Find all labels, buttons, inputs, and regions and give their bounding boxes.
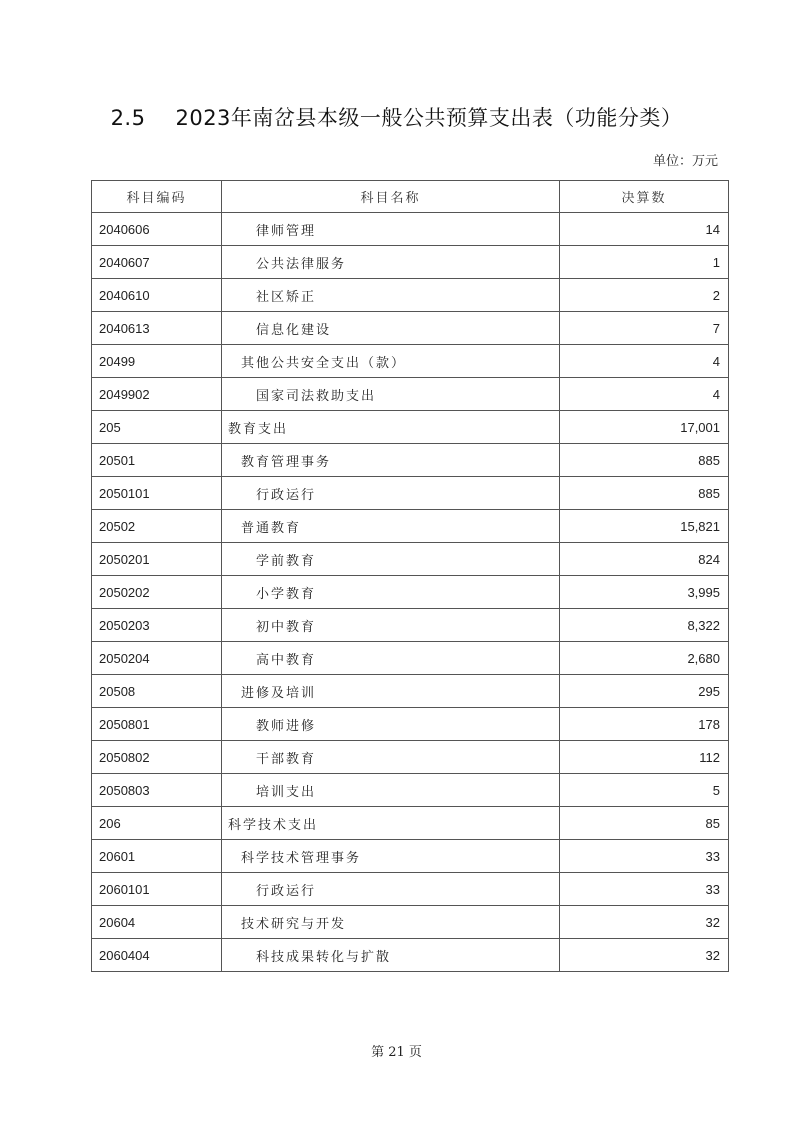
table-row (92, 873, 729, 906)
subject-name-cell: 干部教育 (222, 741, 560, 774)
table-body (92, 213, 729, 972)
final-amount-cell: 3,995 (560, 576, 729, 609)
subject-code-cell: 20499 (92, 345, 222, 378)
subject-name-cell: 科技成果转化与扩散 (222, 939, 560, 972)
subject-name-cell: 初中教育 (222, 609, 560, 642)
title-text: 2023年南岔县本级一般公共预算支出表（功能分类） (175, 106, 683, 130)
subject-name-cell: 普通教育 (222, 510, 560, 543)
table-row (92, 642, 729, 675)
final-amount-cell: 32 (560, 939, 729, 972)
table-row (92, 510, 729, 543)
subject-code-cell: 2050203 (92, 609, 222, 642)
subject-name-cell: 国家司法救助支出 (222, 378, 560, 411)
subject-code-cell: 2050803 (92, 774, 222, 807)
subject-code-cell: 2060404 (92, 939, 222, 972)
table-row (92, 840, 729, 873)
final-amount-cell: 885 (560, 444, 729, 477)
column-header-code: 科目编码 (92, 181, 222, 213)
table-row (92, 708, 729, 741)
table-row (92, 774, 729, 807)
table-row (92, 543, 729, 576)
final-amount-cell: 8,322 (560, 609, 729, 642)
table-row (92, 807, 729, 840)
subject-name-cell: 社区矫正 (222, 279, 560, 312)
page-title (0, 102, 793, 132)
subject-code-cell: 20508 (92, 675, 222, 708)
subject-name-cell: 科学技术管理事务 (222, 840, 560, 873)
subject-code-cell: 20604 (92, 906, 222, 939)
column-header-name: 科目名称 (222, 181, 560, 213)
subject-code-cell: 2050801 (92, 708, 222, 741)
subject-name-cell: 信息化建设 (222, 312, 560, 345)
subject-code-cell: 2040607 (92, 246, 222, 279)
subject-name-cell: 培训支出 (222, 774, 560, 807)
table-row (92, 477, 729, 510)
final-amount-cell: 112 (560, 741, 729, 774)
table-row (92, 939, 729, 972)
final-amount-cell: 85 (560, 807, 729, 840)
subject-name-cell: 教育支出 (222, 411, 560, 444)
subject-name-cell: 科学技术支出 (222, 807, 560, 840)
table-row (92, 312, 729, 345)
subject-name-cell: 小学教育 (222, 576, 560, 609)
page-number: 第 21 页 (371, 1045, 422, 1060)
final-amount-cell: 15,821 (560, 510, 729, 543)
final-amount-cell: 17,001 (560, 411, 729, 444)
final-amount-cell: 4 (560, 378, 729, 411)
table-row (92, 213, 729, 246)
subject-name-cell: 律师管理 (222, 213, 560, 246)
table-row (92, 378, 729, 411)
final-amount-cell: 2,680 (560, 642, 729, 675)
subject-name-cell: 技术研究与开发 (222, 906, 560, 939)
subject-name-cell: 行政运行 (222, 477, 560, 510)
final-amount-cell: 5 (560, 774, 729, 807)
final-amount-cell: 33 (560, 873, 729, 906)
subject-name-cell: 学前教育 (222, 543, 560, 576)
final-amount-cell: 4 (560, 345, 729, 378)
table-row (92, 444, 729, 477)
subject-code-cell: 20601 (92, 840, 222, 873)
subject-name-cell: 教师进修 (222, 708, 560, 741)
subject-name-cell: 教育管理事务 (222, 444, 560, 477)
subject-name-cell: 高中教育 (222, 642, 560, 675)
final-amount-cell: 33 (560, 840, 729, 873)
subject-code-cell: 2049902 (92, 378, 222, 411)
table-row (92, 345, 729, 378)
subject-code-cell: 2050201 (92, 543, 222, 576)
column-header-amount: 决算数 (560, 181, 729, 213)
subject-code-cell: 2040610 (92, 279, 222, 312)
subject-code-cell: 2050204 (92, 642, 222, 675)
table-row (92, 246, 729, 279)
subject-code-cell: 206 (92, 807, 222, 840)
final-amount-cell: 178 (560, 708, 729, 741)
header-row (92, 181, 729, 213)
subject-name-cell: 行政运行 (222, 873, 560, 906)
final-amount-cell: 7 (560, 312, 729, 345)
subject-code-cell: 20502 (92, 510, 222, 543)
table-row (92, 609, 729, 642)
subject-code-cell: 2040606 (92, 213, 222, 246)
subject-code-cell: 2060101 (92, 873, 222, 906)
table-row (92, 411, 729, 444)
subject-code-cell: 2050802 (92, 741, 222, 774)
final-amount-cell: 32 (560, 906, 729, 939)
subject-code-cell: 20501 (92, 444, 222, 477)
section-number: 2.5 (110, 106, 146, 130)
final-amount-cell: 14 (560, 213, 729, 246)
table-row (92, 906, 729, 939)
subject-code-cell: 2050101 (92, 477, 222, 510)
final-amount-cell: 885 (560, 477, 729, 510)
final-amount-cell: 295 (560, 675, 729, 708)
subject-code-cell: 205 (92, 411, 222, 444)
expenditure-table (91, 180, 729, 972)
subject-code-cell: 2040613 (92, 312, 222, 345)
final-amount-cell: 2 (560, 279, 729, 312)
final-amount-cell: 824 (560, 543, 729, 576)
subject-name-cell: 公共法律服务 (222, 246, 560, 279)
subject-name-cell: 进修及培训 (222, 675, 560, 708)
table-row (92, 675, 729, 708)
table-row (92, 576, 729, 609)
table-header (92, 181, 729, 213)
table-row (92, 741, 729, 774)
unit-label: 单位：万元 (652, 154, 718, 169)
subject-name-cell: 其他公共安全支出（款） (222, 345, 560, 378)
final-amount-cell: 1 (560, 246, 729, 279)
subject-code-cell: 2050202 (92, 576, 222, 609)
table-row (92, 279, 729, 312)
